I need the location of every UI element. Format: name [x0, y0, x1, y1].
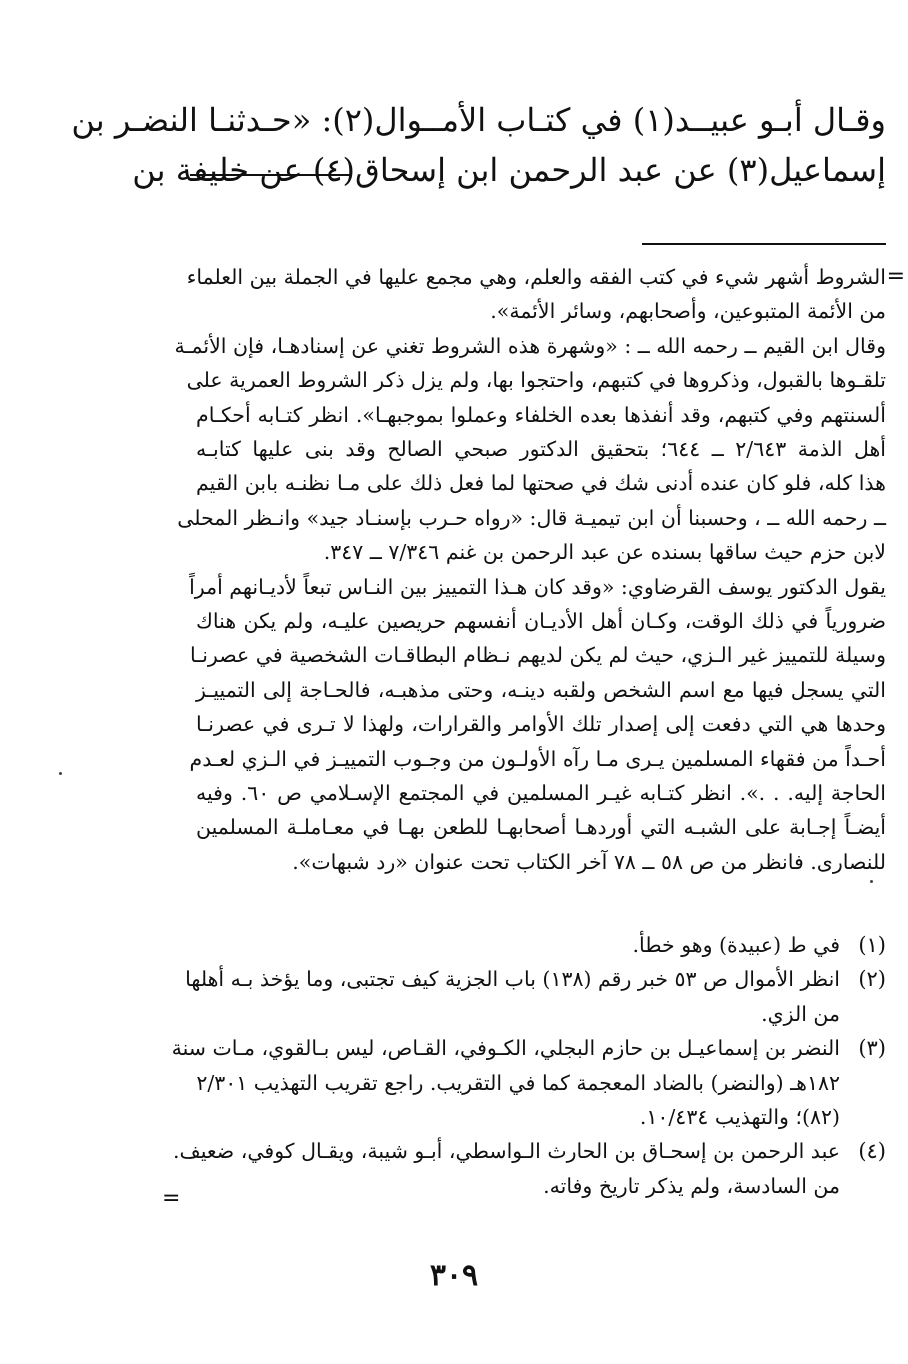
scan-speck — [870, 880, 873, 883]
footnote-text-line: عبد الرحمن بن إسحـاق بن الحارث الـواسطي، أبـو شيبة، ويقـال كوفي، ضعيف. — [172, 1139, 840, 1164]
scan-speck — [59, 772, 62, 775]
page-number: ٣٠٩ — [429, 1258, 479, 1293]
footnote-number: (٢) — [858, 967, 886, 992]
main-text-line-2: إسماعيل(٣) عن عبد الرحمن ابن إسحاق(٤) عن خليفة بن — [132, 151, 886, 189]
footnote-text-line: من الزي. — [761, 1001, 840, 1026]
note-line: للنصارى. فانظر من ص ٥٨ ــ ٧٨ آخر الكتاب تحت عنوان «رد شبهات». — [292, 849, 886, 874]
footnote-text-line: (٨٢)؛ والتهذيب ١٠/٤٣٤. — [639, 1105, 840, 1129]
bottom-continuation-mark: = — [162, 1186, 181, 1211]
note-line: أيضـاً إجـابة على الشبـه التي أوردهـا أصحابهـا للطعن بهـا في معـاملـة المسلمين — [196, 815, 886, 840]
footnote-number: (٣) — [858, 1036, 886, 1061]
note-line: الحاجة إليه. . .». انظر كتـابه غيـر المسلمين في المجتمع الإسـلامي ص ٦٠. وفيه — [196, 781, 886, 805]
note-line: ضرورياً في ذلك الوقت، وكـان أهل الأديـان أنفسهم حريصين عليـه، ولم يكن هناك — [196, 609, 886, 633]
note-line: الشروط أشهر شيء في كتب الفقه والعلم، وهي مجمع عليها في الجملة بين العلماء — [186, 265, 886, 289]
note-line: ــ رحمه الله ــ ، وحسبنا أن ابن تيميـة قال: «رواه حـرب بإسنـاد جيد» وانـظر المحلى — [177, 505, 886, 530]
note-line: هذا كله، فلو كان عنده أدنى شك في صحتها لما فعل ذلك على مـا نظنـه بابن القيم — [196, 471, 886, 496]
note-line: أحـداً من فقهاء المسلمين يـرى مـا رآه الأولـون من وجـوب التمييـز في الـزي لعـدم — [189, 746, 886, 771]
main-text-line-1: وقـال أبـو عبيــد(١) في كتـاب الأمــوال(٢): «حـدثنـا النضـر بن — [71, 101, 886, 139]
footnote-number: (١) — [858, 933, 886, 957]
note-line: التي يسجل فيها مع اسم الشخص ولقبه دينـه، وحتى مذهبـه، فالحـاجة إلى التمييـز — [196, 677, 886, 702]
note-line: ألسنتهم وفي كتبهم، وقد أنفذها بعده الخلفاء وعملوا بموجبهـا». انظر كتـابه أحكـام — [196, 402, 886, 427]
footnote-number: (٤) — [858, 1139, 886, 1164]
note-line: أهل الذمة ٢/٦٤٣ ــ ٦٤٤؛ بتحقيق الدكتور صبحي الصالح وقد بنى عليها كتابـه — [196, 437, 886, 461]
footnote-text-line: من السادسة، ولم يذكر تاريخ وفاته. — [543, 1173, 840, 1198]
note-line: من الأئمة المتبوعين، وأصحابهم، وسائر الأئمة». — [490, 299, 886, 324]
note-line: وحدها هي التي دفعت إلى إصدار تلك الأوامر والقرارات، ولهذا لا تـرى في عصرنـا — [196, 712, 886, 737]
footnote-text-line: ١٨٢هـ (والنضر) بالضاد المعجمة كما في التقريب. راجع تقريب التهذيب ٢/٣٠١ — [196, 1070, 840, 1095]
continuation-mark: = — [886, 264, 905, 289]
note-line: وقال ابن القيم ــ رحمه الله ــ : «وشهرة هذه الشروط تغني عن إسنادهـا، فإن الأئمـة — [174, 333, 886, 358]
footnote-text-line: النضر بن إسماعيـل بن حازم البجلي، الكـوفي، القـاص، ليس بـالقوي، مـات سنة — [171, 1036, 840, 1061]
footnote-text-line: انظر الأموال ص ٥٣ خبر رقم (١٣٨) باب الجزية كيف تجتبى، وما يؤخذ بـه أهلها — [185, 967, 840, 992]
note-line: لابن حزم حيث ساقها بسنده عن عبد الرحمن بن غنم ٧/٣٤٦ ــ ٣٤٧. — [323, 540, 886, 565]
note-line: يقول الدكتور يوسف القرضاوي: «وقد كان هـذا التمييز بين النـاس تبعاً لأديـانهم أمراً — [189, 574, 886, 599]
note-line: وسيلة للتمييز غير الـزي، حيث لم يكن لديهم نـظام البطاقـات الشخصية في عصرنـا — [189, 643, 886, 668]
footnote-separator — [642, 243, 886, 245]
footnote-text-line: في ط (عبيدة) وهو خطأ. — [632, 933, 840, 957]
continuation-dash — [190, 174, 350, 176]
note-line: تلقـوها بالقبول، وذكروها في كتبهم، واحتجوا بها، ولم يزل ذكر الشروط العمرية على — [186, 368, 886, 393]
